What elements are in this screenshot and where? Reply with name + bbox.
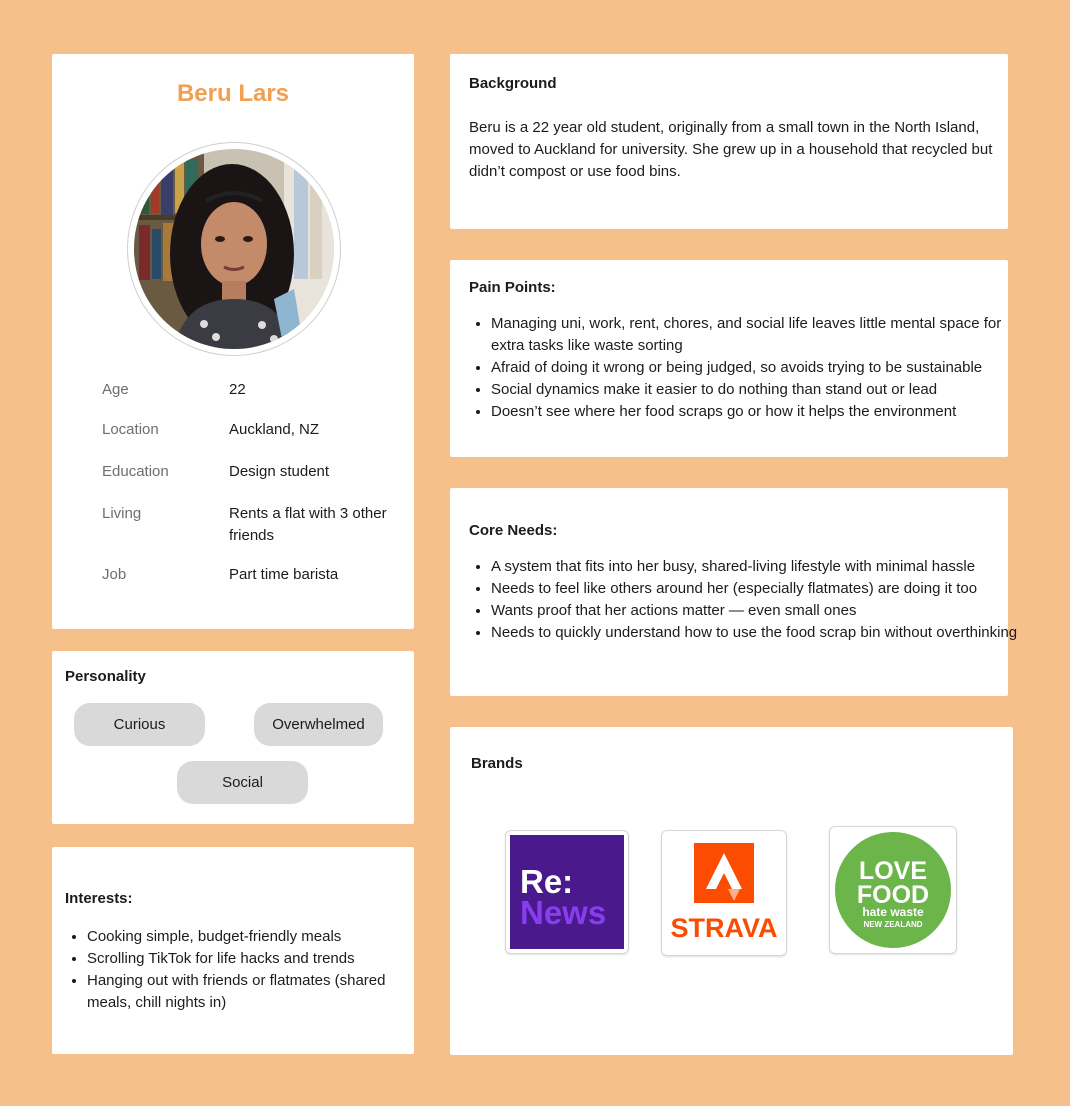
attribute-value: 22 <box>229 381 246 398</box>
profile-card <box>52 54 414 629</box>
love-food-hate-waste-logo <box>829 826 957 954</box>
attribute-label: Age <box>102 381 129 398</box>
love-food-hate-waste-logo-mark <box>830 827 956 953</box>
strava-wordmark: STRAVA <box>670 913 778 943</box>
attribute-value: Design student <box>229 463 330 480</box>
list-item: • Social dynamics make it easier to do nothing than stand out or lead <box>491 379 1003 401</box>
renews-logo <box>505 830 629 954</box>
list-item: • Cooking simple, budget-friendly meals <box>87 926 387 948</box>
avatar-photo <box>134 149 334 349</box>
interests-card <box>52 847 414 1054</box>
attribute-label: Job <box>102 566 127 583</box>
trait-chip-overwhelmed: Overwhelmed <box>254 703 383 746</box>
core-needs-card <box>450 488 1018 696</box>
attribute-value: Part time barista <box>229 566 339 583</box>
lfhw-logo-line1: LOVE <box>858 857 928 885</box>
list-item: • A system that fits into her busy, shared-living lifestyle with minimal hassle <box>491 556 1021 578</box>
persona-name: Beru Lars <box>176 80 290 107</box>
personality-title: Personality <box>65 668 146 685</box>
attribute-label: Living <box>102 505 142 522</box>
strava-logo <box>661 830 787 956</box>
attribute-value: Auckland, NZ <box>229 421 320 438</box>
core-needs-list <box>469 556 1021 644</box>
list-item: • Needs to feel like others around her (especially flatmates) are doing it too <box>491 578 1021 600</box>
list-item: • Doesn’t see where her food scraps go or how it helps the environment <box>491 401 1003 423</box>
list-item: • Afraid of doing it wrong or being judged, so avoids trying to be sustainable <box>491 357 1003 379</box>
attribute-value: Rents a flat with 3 other friends <box>229 505 387 544</box>
list-item: • Scrolling TikTok for life hacks and trends <box>87 948 387 970</box>
pain-points-list <box>469 313 1003 423</box>
background-title: Background <box>469 75 557 92</box>
interests-title: Interests: <box>65 890 133 907</box>
brands-card <box>450 727 1013 1055</box>
renews-logo-mark <box>506 831 628 953</box>
attribute-label: Education <box>102 463 169 480</box>
list-item: • Wants proof that her actions matter — even small ones <box>491 600 1021 622</box>
background-text: Beru is a 22 year old student, originally from a small town in the North Island, moved to Auckland for university. She grew up in a household that recycled but didn’t compost or use food bins. <box>469 119 993 180</box>
renews-logo-line2: News <box>520 894 607 931</box>
lfhw-logo-line2: FOOD <box>856 881 930 909</box>
core-needs-title: Core Needs: <box>469 522 558 539</box>
list-item: • Managing uni, work, rent, chores, and social life leaves little mental space for extra tasks like waste sorting <box>491 313 1003 357</box>
background-card <box>450 54 1008 229</box>
brands-title: Brands <box>471 755 523 772</box>
attribute-label: Location <box>102 421 159 438</box>
personality-card <box>52 651 414 824</box>
trait-chip-curious: Curious <box>74 703 205 746</box>
strava-logo-mark <box>662 831 786 955</box>
pain-points-title: Pain Points: <box>469 279 556 296</box>
lfhw-logo-line3: hate waste <box>862 905 924 919</box>
avatar <box>127 142 341 356</box>
list-item: • Hanging out with friends or flatmates (shared meals, chill nights in) <box>87 970 387 1014</box>
list-item: • Needs to quickly understand how to use the food scrap bin without overthinking <box>491 622 1021 644</box>
lfhw-logo-line4: NEW ZEALAND <box>863 920 923 929</box>
pain-points-card <box>450 260 1008 457</box>
renews-logo-line1: Re: <box>520 863 574 900</box>
trait-chip-social: Social <box>177 761 308 804</box>
interests-list <box>65 926 387 1014</box>
